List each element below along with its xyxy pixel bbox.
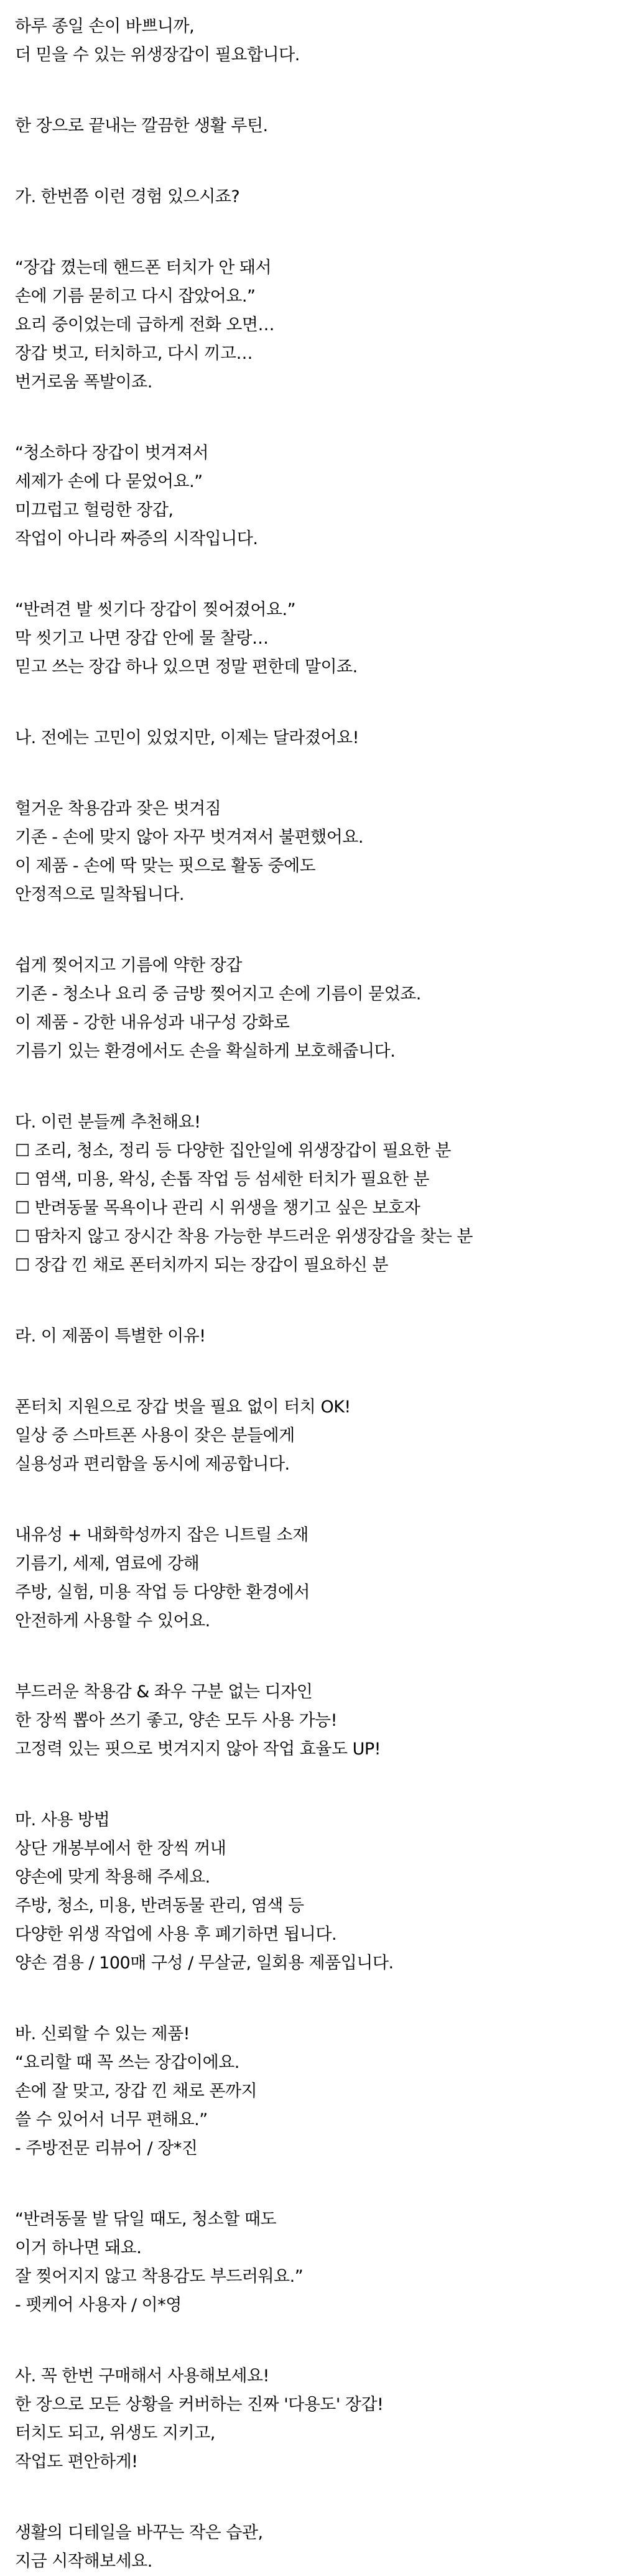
text-line: 이거 하나면 돼요. (15, 2238, 142, 2258)
text-paragraph (15, 12, 622, 70)
text-line: 안전하게 사용할 수 있어요. (15, 1611, 210, 1631)
text-line: ☐ 반려동물 목욕이나 관리 시 위생을 챙기고 싶은 보호자 (15, 1198, 420, 1218)
text-line: 생활의 디테일을 바꾸는 작은 습관, (15, 2523, 263, 2542)
text-paragraph (15, 1678, 622, 1764)
text-line: 막 씻기고 나면 장갑 안에 물 찰랑… (15, 629, 269, 648)
text-line: 터치도 되고, 위생도 지키고, (15, 2424, 215, 2443)
text-line: 기존 - 손에 맞지 않아 자꾸 벗겨져서 불편했어요. (15, 828, 363, 847)
text-paragraph (15, 2519, 622, 2576)
text-paragraph (15, 112, 622, 141)
text-line: “청소하다 장갑이 벗겨져서 (15, 443, 209, 463)
text-line: 일상 중 스마트폰 사용이 잦은 분들에게 (15, 1426, 295, 1445)
text-paragraph (15, 596, 622, 682)
text-line: 고정력 있는 핏으로 벗겨지지 않아 작업 효율도 UP! (15, 1740, 381, 1759)
text-paragraph (15, 1806, 622, 1978)
text-line: 바. 신뢰할 수 있는 제품! (15, 2024, 190, 2044)
text-paragraph (15, 183, 622, 211)
text-line: 기름기, 세제, 염료에 강해 (15, 1554, 200, 1573)
text-line: 한 장으로 모든 상황을 커버하는 진짜 '다용도' 장갑! (15, 2395, 384, 2414)
text-line: ☐ 조리, 청소, 정리 등 다양한 집안일에 위생장갑이 필요한 분 (15, 1141, 451, 1161)
text-line: 실용성과 편리함을 동시에 제공합니다. (15, 1455, 290, 1474)
text-line: 손에 잘 맞고, 장갑 낀 채로 폰까지 (15, 2082, 258, 2101)
text-line: 마. 사용 방법 (15, 1810, 110, 1830)
text-line: 다. 이런 분들께 추천해요! (15, 1113, 201, 1132)
text-line: “장갑 꼈는데 핸드폰 터치가 안 돼서 (15, 258, 272, 277)
text-line: 가. 한번쯤 이런 경험 있으시죠? (15, 187, 240, 206)
text-line: 상단 개봉부에서 한 장씩 꺼내 (15, 1839, 226, 1858)
text-paragraph (15, 2020, 622, 2163)
text-line: 이 제품 - 손에 딱 맞는 핏으로 활동 중에도 (15, 856, 316, 876)
text-line: 번거로움 폭발이죠. (15, 373, 152, 392)
text-line: 장갑 벗고, 터치하고, 다시 끼고… (15, 344, 253, 363)
text-line: 요리 중이었는데 급하게 전화 오면… (15, 315, 274, 335)
text-paragraph (15, 2205, 622, 2320)
text-paragraph (15, 254, 622, 397)
text-line: 기존 - 청소나 요리 중 금방 찢어지고 손에 기름이 묻었죠. (15, 985, 421, 1004)
text-line: 한 장으로 끝내는 깔끔한 생활 루틴. (15, 116, 268, 136)
text-paragraph (15, 1322, 622, 1351)
text-line: 주방, 실험, 미용 작업 등 다양한 환경에서 (15, 1583, 310, 1602)
text-paragraph (15, 1108, 622, 1280)
text-line: 나. 전에는 고민이 있었지만, 이제는 달라졌어요! (15, 728, 359, 748)
text-line: ☐ 장갑 낀 채로 폰터치까지 되는 장갑이 필요하신 분 (15, 1256, 389, 1275)
text-line: 쉽게 찢어지고 기름에 약한 장갑 (15, 956, 242, 975)
text-line: 더 믿을 수 있는 위생장갑이 필요합니다. (15, 45, 300, 65)
text-line: ☐ 염색, 미용, 왁싱, 손톱 작업 등 섬세한 터치가 필요한 분 (15, 1170, 429, 1189)
text-paragraph (15, 1393, 622, 1479)
text-line: 작업이 아니라 짜증의 시작입니다. (15, 529, 258, 549)
text-line: 하루 종일 손이 바쁘니까, (15, 17, 195, 36)
text-line: ☐ 땀차지 않고 장시간 착용 가능한 부드러운 위생장갑을 찾는 분 (15, 1227, 473, 1246)
text-line: 부드러운 착용감 & 좌우 구분 없는 디자인 (15, 1682, 313, 1702)
text-paragraph (15, 1521, 622, 1636)
text-line: 내유성 + 내화학성까지 잡은 니트릴 소재 (15, 1526, 309, 1545)
text-line: - 펫케어 사용자 / 이*영 (15, 2296, 182, 2315)
text-line: 쓸 수 있어서 너무 편해요.” (15, 2110, 208, 2129)
text-line: 손에 기름 묻히고 다시 잡았어요.” (15, 287, 256, 306)
text-line: 세제가 손에 다 묻었어요.” (15, 472, 203, 491)
text-line: 사. 꼭 한번 구매해서 사용해보세요! (15, 2366, 269, 2386)
text-line: 믿고 쓰는 장갑 하나 있으면 정말 편한데 말이죠. (15, 657, 358, 677)
text-line: 헐거운 착용감과 잦은 벗겨짐 (15, 799, 221, 818)
text-line: 다양한 위생 작업에 사용 후 폐기하면 됩니다. (15, 1925, 337, 1944)
text-line: 미끄럽고 헐렁한 장갑, (15, 501, 174, 520)
text-paragraph (15, 795, 622, 909)
text-line: 라. 이 제품이 특별한 이유! (15, 1327, 206, 1346)
text-line: 잘 찢어지지 않고 착용감도 부드러워요.” (15, 2267, 304, 2286)
text-line: “요리할 때 꼭 쓰는 장갑이에요. (15, 2053, 239, 2072)
text-paragraph (15, 2362, 622, 2476)
text-line: 안정적으로 밀착됩니다. (15, 885, 184, 904)
text-line: 주방, 청소, 미용, 반려동물 관리, 염색 등 (15, 1896, 304, 1916)
text-paragraph (15, 724, 622, 753)
text-line: “반려동물 발 닦일 때도, 청소할 때도 (15, 2210, 277, 2229)
text-line: 작업도 편안하게! (15, 2452, 138, 2472)
text-line: 이 제품 - 강한 내유성과 내구성 강화로 (15, 1013, 290, 1032)
text-line: 지금 시작해보세요. (15, 2552, 152, 2571)
text-line: 한 장씩 뽑아 쓰기 좋고, 양손 모두 사용 가능! (15, 1711, 337, 1730)
text-line: 양손에 맞게 착용해 주세요. (15, 1868, 210, 1887)
text-line: 기름기 있는 환경에서도 손을 확실하게 보호해줍니다. (15, 1042, 396, 1061)
text-line: 폰터치 지원으로 장갑 벗을 필요 없이 터치 OK! (15, 1397, 351, 1417)
text-line: 양손 겸용 / 100매 구성 / 무살균, 일회용 제품입니다. (15, 1953, 394, 1973)
text-paragraph (15, 439, 622, 554)
text-line: “반려견 발 씻기다 장갑이 찢어졌어요.” (15, 600, 296, 619)
text-line: - 주방전문 리뷰어 / 장*진 (15, 2139, 198, 2158)
text-paragraph (15, 952, 622, 1066)
